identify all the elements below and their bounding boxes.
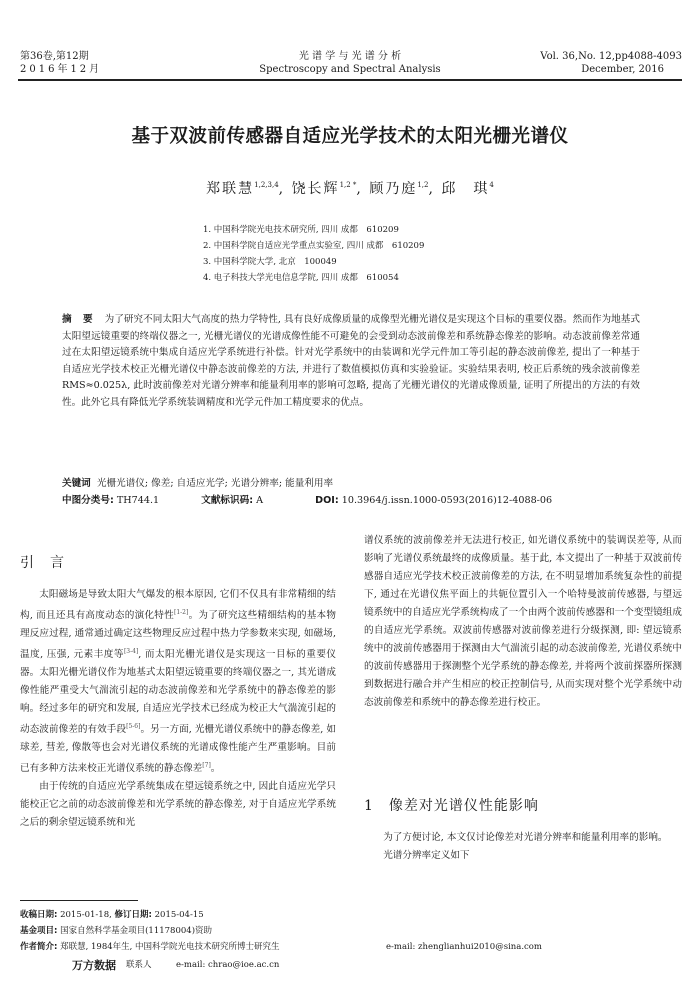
journal-volume: 第36卷,第12期 <box>20 51 89 62</box>
keywords-text: 光栅光谱仪; 像差; 自适应光学; 光谱分辨率; 能量利用率 <box>96 478 334 489</box>
doi-value: 10.3964/j.issn.1000-0593(2016)12-4088-06 <box>341 495 553 506</box>
keywords-label: 关键词 <box>62 478 91 489</box>
journal-name-en: Spectroscopy and Spectral Analysis <box>259 64 441 75</box>
abstract <box>62 312 640 411</box>
corresponding-email: e-mail: chrao@ioe.ac.cn <box>176 960 280 970</box>
citation: [7] <box>202 762 211 769</box>
intro-column <box>20 586 336 832</box>
section-1-heading: 1 像差对光谱仪性能影响 <box>364 798 539 814</box>
author-affil: 4 <box>489 181 494 189</box>
author-name: 顾乃庭 <box>369 181 418 197</box>
author-name: 郑联慧 <box>206 181 255 197</box>
author-name: 饶长辉 <box>291 181 340 197</box>
journal-date: 2016年12月 <box>20 64 103 75</box>
affiliation-list <box>203 222 424 286</box>
body-paragraph: 谱仪系统的波前像差并无法进行校正, 如光谱仪系统中的装调误差等, 从而影响了光谱仪系统最终的成像质量。基于此, 本文提出了一种基于双波前传感器自适应光学技术校正波前像差的方法, 在不明显增加系统复杂性的前提下, 通过在光谱仪焦平面上的共轭位置引入一个哈特曼波前传感器, 与望远镜系统中的自适应光学系统构成了一个由两个波前传感器和一个变型镜组成的自适应光学系统。双波前传感器对波前像差进行分级探测, 即: 望远镜系统中的波前传感器用于探测由大气湍流引起的动态波前像差, 光谱仪系统中的波前传感器用于探测整个光学系统的静态像差, 并将两个波前探器所探测到数据进行融合并产生相应的校正控制信号, 从而实现对整个光学系统中动态波前像差和系统中的静态像差进行校正。 <box>364 535 682 708</box>
intro-paragraph: 太阳磁场是导致太阳大气爆发的根本原因, 它们不仅具有非常精细的结构, 而且还具有高度动态的演化特性[1-2]。为了研究这些精细结构的基本物理反应过程, 通常通过确定这些物理反应过程中热力学参数来实现, 如磁场, 温度, 压强, 元素丰度等[3-4], 而太阳光栅光谱仪是实现这一目标的重要仪器。太阳光栅光谱仪作为地基式太阳望远镜重要的终端仪器之一, 其光谱成像性能严重受大气湍流引起的动态波前像差和光学系统中的静态像差的影响。经过多年的研究和发展, 自适应光学技术已经成为校正大气湍流引起的动态波前像差的有效手段[5-6]。另一方面, 光栅光谱仪系统中的静态像差, 如球差, 彗差, 像散等也会对光谱仪系统的光谱成像性能产生严重影响。目前已有多种方法来校正光谱仪系统的静态像差[7]。 <box>20 589 337 774</box>
author-affil: 1,2 <box>417 181 429 189</box>
intro-heading: 引 言 <box>20 555 65 571</box>
abstract-text: 为了研究不同太阳大气高度的热力学特性, 具有良好成像质量的成像型光栅光谱仪是实现这个目标的重要仪器。然而作为地基式太阳望远镜重要的终端仪器之一, 光栅光谱仪的光谱成像性能不可避免的会受到动态波前像差和系统静态像差的影响。动态波前像差常通过在太阳望远镜系统中集成自适应光学系统进行补偿。针对光学系统中的由装调和光学元件加工等引起的静态波前像差, 提出了一种基于自适应光学技术校正光栅光谱仪中静态波前像差的方法, 并进行了数值模拟仿真和实验验证。实验结果表明, 校正后系统的残余波前像差 RMS≈0.025λ, 此时波前像差对光谱分辨率和能量利用率的影响可忽略, 提高了光栅光谱仪的光谱成像质量, 证明了所提出的方法的有效性。此外它具有降低光学系统装调精度和光学元件加工精度要求的优点。 <box>62 314 640 408</box>
abstract-label: 摘 要 <box>62 314 97 325</box>
citation: [5-6] <box>126 723 141 730</box>
affiliation: 2. 中国科学院自适应光学重点实验室, 四川 成都 610209 <box>203 241 425 251</box>
classification <box>62 493 652 509</box>
header-rule <box>18 79 682 81</box>
body-paragraph: 光谱分辨率定义如下 <box>383 850 470 861</box>
clc-value: TH744.1 <box>116 495 160 506</box>
keywords <box>62 476 652 492</box>
footnote-dates: 收稿日期: 2015-01-18, 修订日期: 2015-04-15 <box>20 910 204 920</box>
doi-label: DOI: <box>315 495 339 506</box>
watermark-logo: 万方数据 <box>72 959 116 972</box>
author-name: 邱 琪 <box>441 181 490 197</box>
doc-code-value: A <box>256 495 264 506</box>
footnote-rule <box>20 900 138 901</box>
author-list: 郑联慧$^{1,2,3,4}$, 饶长辉$^{1,2 *}$, 顾乃庭$^{1,2}$, 邱 琪$^4$ <box>206 181 494 197</box>
paper-title: 基于双波前传感器自适应光学技术的太阳光栅光谱仪 <box>131 126 569 147</box>
footnote-author: 作者简介: 郑联慧, 1984年生, 中国科学院光电技术研究所博士研究生 <box>20 942 280 952</box>
author-affil: 1,2,3,4 <box>254 181 279 189</box>
journal-volume-en: Vol. 36,No. 12,pp4088-4093 <box>540 51 682 62</box>
clc-label: 中图分类号: <box>62 495 114 506</box>
affiliation: 3. 中国科学院大学, 北京 100049 <box>203 257 337 267</box>
journal-date-en: December, 2016 <box>581 64 664 75</box>
intro-paragraph: 由于传统的自适应光学系统集成在望远镜系统之中, 因此自适应光学只能校正它之前的动态波前像差和光学系统的静态像差, 对于自适应光学系统之后的剩余望远镜系统和光 <box>20 781 336 828</box>
author-affil: 1,2 * <box>339 181 357 189</box>
citation: [3-4] <box>123 648 139 655</box>
section-1-body <box>364 829 682 865</box>
author-email: e-mail: zhenglianhui2010@sina.com <box>386 942 542 952</box>
citation: [1-2] <box>174 609 189 616</box>
affiliation: 4. 电子科技大学光电信息学院, 四川 成都 610054 <box>203 273 399 283</box>
body-paragraph: 为了方便讨论, 本文仅讨论像差对光谱分辨率和能量利用率的影响。 <box>383 832 668 843</box>
affiliation: 1. 中国科学院光电技术研究所, 四川 成都 610209 <box>203 225 399 235</box>
right-column <box>364 532 682 712</box>
corresponding-author: 联系人 <box>126 960 152 970</box>
footnote-fund: 基金项目: 国家自然科学基金项目(11178004)资助 <box>20 926 213 936</box>
doc-code-label: 文献标识码: <box>201 495 254 506</box>
journal-name-cn: 光 谱 学 与 光 谱 分 析 <box>298 51 402 62</box>
